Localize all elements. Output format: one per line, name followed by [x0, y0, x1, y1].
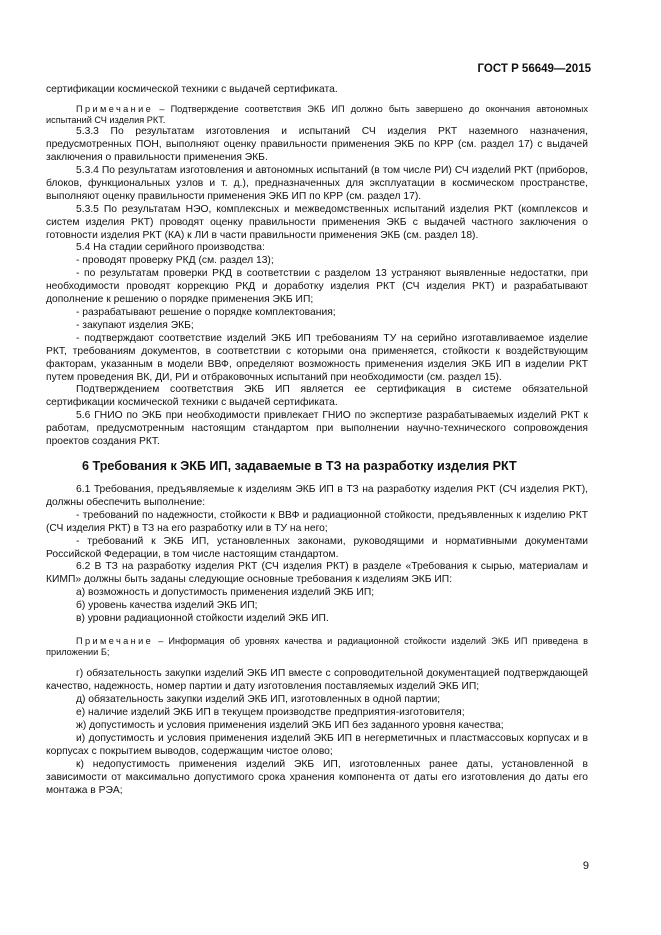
paragraph: Подтверждением соответствия ЭКБ ИП является ее сертификация в системе обязательной сертификации космической техники с выдачей сертификата. [46, 384, 588, 409]
page-number: 9 [582, 860, 589, 872]
list-item: - требований по надежности, стойкости к ВВФ и радиационной стойкости, предъявленных к изделию РКТ (СЧ изделия РКТ) в ТЗ на его разработку или в ТУ на него; [46, 509, 588, 534]
paragraph: 6.2 В ТЗ на разработку изделия РКТ (СЧ изделия РКТ) в разделе «Требования к сырью, материалам и КИМП» должны быть заданы следующие основные требования к изделиям ЭКБ ИП: [46, 561, 588, 586]
paragraph: 5.3.3 По результатам изготовления и испытаний СЧ изделия РКТ наземного назначения, предусмотренных ПОН, выполняют оценку правильности применения ЭКБ по КРР (см. раздел 17) с выдачей заключения о правильности применения ЭКБ. [46, 126, 588, 164]
paragraph: 5.3.4 По результатам изготовления и автономных испытаний (в том числе РИ) СЧ изделий РКТ (приборов, блоков, функциональных узлов и т. д.), предназначенных для эксплуатации в космическом пространстве, выполняют оценку правильности применения ЭКБ ИП по КРР (см. раздел 17). [46, 165, 588, 202]
list-item: а) возможность и допустимость применения изделий ЭКБ ИП; [76, 587, 375, 599]
list-item: - проводят проверку РКД (см. раздел 13); [76, 255, 274, 267]
paragraph: сертификации космической техники с выдачей сертификата. [46, 84, 338, 95]
standard-designation: ГОСТ Р 56649—2015 [477, 63, 591, 75]
list-item: - подтверждают соответствие изделий ЭКБ ИП требованиям ТУ на серийно изготавливаемое изделие РКТ, требованиям документов, в соответствии с которыми она применяется, стойкости к воздействующим факторам, указанным в модели ВВФ, определяют возможность применения изделия ЭКБ ИП в изделии РКТ путем проведения ВК, ДИ, РИ и отбраковочных испытаний при необходимости (см. раздел 15). [46, 332, 588, 383]
note-text: – Подтверждение соответствия ЭКБ ИП должно быть завершено до окончания автономных испытаний СЧ изделия РКТ. [46, 103, 588, 126]
section-heading: 6 Требования к ЭКБ ИП, задаваемые в ТЗ на разработку изделия РКТ [82, 458, 517, 473]
list-item: е) наличие изделий ЭКБ ИП в текущем производстве предприятия-изготовителя; [76, 707, 465, 719]
paragraph: 5.3.5 По результатам НЭО, комплексных и межведомственных испытаний изделия РКТ (комплексов и систем изделия РКТ) проводят оценку правильности применения ЭКБ с выдачей частного заключения о готовности изделия РКТ (КА) к ЛИ в части правильности применения ЭКБ (см. раздел 18). [46, 203, 588, 241]
paragraph: 5.6 ГНИО по ЭКБ при необходимости привлекает ГНИО по экспертизе разрабатываемых изделий РКТ к работам, предусмотренным настоящим стандартом при выполнении научно-технического сопровождения проектов создания РКТ. [46, 410, 588, 448]
list-item: - разрабатывают решение о порядке комплектования; [76, 307, 336, 318]
list-item: ж) допустимость и условия применения изделий ЭКБ ИП без заданного уровня качества; [76, 719, 504, 731]
list-item: д) обязательность закупки изделий ЭКБ ИП, изготовленных в одной партии; [76, 694, 441, 706]
list-item: и) допустимость и условия применения изделий ЭКБ ИП в негерметичных и пластмассовых корпусах и в корпусах с покрытием выводов, содержащим чистое олово; [46, 732, 588, 757]
note-label: Примечание [76, 103, 154, 114]
list-item: к) недопустимость применения изделий ЭКБ ИП, изготовленных ранее даты, установленной в зависимости от максимально допустимого срока хранения компонента от даты его изготовления до даты его монтажа в РЭА; [46, 758, 588, 796]
paragraph: 5.4 На стадии серийного производства: [76, 242, 265, 254]
note [46, 104, 588, 126]
note [46, 636, 588, 658]
list-item: - закупают изделия ЭКБ; [76, 319, 194, 331]
paragraph: 6.1 Требования, предъявляемые к изделиям ЭКБ ИП в ТЗ на разработку изделия РКТ (СЧ изделия РКТ), должны обеспечить выполнение: [46, 483, 588, 508]
list-item: в) уровни радиационной стойкости изделий ЭКБ ИП. [76, 613, 329, 625]
note-text: – Информация об уровнях качества и радиационной стойкости изделий ЭКБ ИП приведена в приложении Б; [46, 635, 588, 658]
list-item: б) уровень качества изделий ЭКБ ИП; [76, 600, 258, 612]
document-body [46, 84, 588, 797]
note-label: Примечание [76, 635, 154, 646]
list-item: г) обязательность закупки изделий ЭКБ ИП вместе с сопроводительной документацией подтверждающей качество, надежность, номер партии и дату изготовления поставляемых изделий ЭКБ ИП; [46, 668, 588, 693]
list-item: - требований к ЭКБ ИП, установленных законами, руководящими и нормативными документами Российской Федерации, в том числе настоящим стандартом. [46, 535, 588, 560]
list-item: - по результатам проверки РКД в соответствии с разделом 13 устраняют выявленные недостатки, при необходимости проводят коррекцию РКД и доработку изделия РКТ (СЧ изделия РКТ) и разрабатывают дополнение к решению о порядке применения ЭКБ ИП; [46, 268, 588, 306]
